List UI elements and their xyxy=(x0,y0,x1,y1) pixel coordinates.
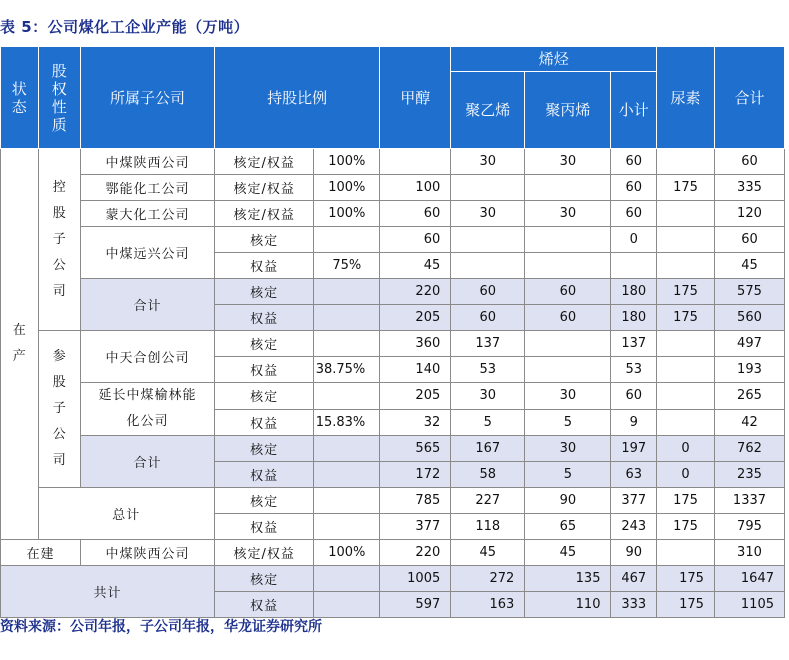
urea-cell xyxy=(657,409,715,436)
basis-cell: 核定/权益 xyxy=(214,201,313,227)
basis-cell: 权益 xyxy=(214,409,313,436)
company-cell: 鄂能化工公司 xyxy=(81,175,215,201)
subtotal-cell: 197 xyxy=(611,436,657,462)
controlled-subtotal-label: 合计 xyxy=(81,279,215,331)
overall-total-label: 共计 xyxy=(1,566,215,618)
basis-cell: 核定 xyxy=(214,488,313,514)
total-cell: 762 xyxy=(714,436,784,462)
subtotal-cell xyxy=(611,253,657,279)
methanol-cell: 1005 xyxy=(380,566,451,592)
total-cell: 575 xyxy=(714,279,784,305)
header-total: 合计 xyxy=(714,47,784,149)
methanol-cell: 45 xyxy=(380,253,451,279)
company-cell: 中煤陕西公司 xyxy=(81,540,215,566)
pp-cell xyxy=(525,253,611,279)
pct-cell xyxy=(314,331,380,357)
pe-cell: 60 xyxy=(451,279,525,305)
subtotal-cell: 9 xyxy=(611,409,657,436)
urea-cell: 175 xyxy=(657,488,715,514)
pp-cell xyxy=(525,175,611,201)
subtotal-cell: 63 xyxy=(611,462,657,488)
urea-cell: 175 xyxy=(657,305,715,331)
pe-cell: 58 xyxy=(451,462,525,488)
total-cell: 60 xyxy=(714,227,784,253)
urea-cell: 175 xyxy=(657,592,715,618)
pct-cell xyxy=(314,566,380,592)
urea-cell: 175 xyxy=(657,279,715,305)
company-line-1: 延长中煤榆林能 xyxy=(98,388,197,403)
methanol-cell: 205 xyxy=(380,305,451,331)
total-cell: 335 xyxy=(714,175,784,201)
pp-cell: 30 xyxy=(525,436,611,462)
pp-cell: 30 xyxy=(525,149,611,175)
pct-cell xyxy=(314,383,380,410)
pct-cell: 100% xyxy=(314,201,380,227)
subtotal-cell: 377 xyxy=(611,488,657,514)
header-polypropylene: 聚丙烯 xyxy=(525,72,611,149)
header-olefin: 烯烃 xyxy=(451,47,657,72)
basis-cell: 权益 xyxy=(214,357,313,383)
subtotal-cell: 467 xyxy=(611,566,657,592)
urea-cell xyxy=(657,383,715,410)
pe-cell: 30 xyxy=(451,201,525,227)
status-under-construction: 在建 xyxy=(1,540,81,566)
pe-cell: 5 xyxy=(451,409,525,436)
methanol-cell: 172 xyxy=(380,462,451,488)
pp-cell: 60 xyxy=(525,279,611,305)
urea-cell xyxy=(657,149,715,175)
subtotal-cell: 243 xyxy=(611,514,657,540)
urea-cell: 0 xyxy=(657,462,715,488)
pp-cell xyxy=(525,331,611,357)
basis-cell: 权益 xyxy=(214,592,313,618)
table-row xyxy=(1,488,785,514)
pp-cell: 90 xyxy=(525,488,611,514)
pp-cell xyxy=(525,357,611,383)
methanol-cell: 205 xyxy=(380,383,451,410)
basis-cell: 核定 xyxy=(214,227,313,253)
table-row xyxy=(1,383,785,410)
subtotal-cell: 137 xyxy=(611,331,657,357)
pct-cell: 15.83% xyxy=(314,409,380,436)
total-cell: 235 xyxy=(714,462,784,488)
source-note: 资料来源：公司年报，子公司年报，华龙证券研究所 xyxy=(0,619,322,635)
pe-cell: 118 xyxy=(451,514,525,540)
table-row xyxy=(1,149,785,175)
basis-cell: 核定 xyxy=(214,279,313,305)
total-cell: 560 xyxy=(714,305,784,331)
nature-participated: 参 股 子 公 司 xyxy=(38,331,81,488)
basis-cell: 权益 xyxy=(214,462,313,488)
pp-cell: 30 xyxy=(525,201,611,227)
table-title: 表 5：公司煤化工企业产能（万吨） xyxy=(0,18,250,36)
subtotal-cell: 60 xyxy=(611,175,657,201)
methanol-cell: 597 xyxy=(380,592,451,618)
methanol-cell: 360 xyxy=(380,331,451,357)
status-in-production: 在 产 xyxy=(1,149,39,540)
company-cell: 蒙大化工公司 xyxy=(81,201,215,227)
capacity-table xyxy=(0,46,785,618)
table-row xyxy=(1,566,785,592)
methanol-cell: 100 xyxy=(380,175,451,201)
pct-cell xyxy=(314,279,380,305)
pp-cell: 65 xyxy=(525,514,611,540)
methanol-cell xyxy=(380,149,451,175)
basis-cell: 核定/权益 xyxy=(214,175,313,201)
grand-total-label: 总计 xyxy=(38,488,214,540)
pe-cell: 272 xyxy=(451,566,525,592)
subtotal-cell: 333 xyxy=(611,592,657,618)
pe-cell: 53 xyxy=(451,357,525,383)
total-cell: 497 xyxy=(714,331,784,357)
pct-cell: 100% xyxy=(314,175,380,201)
header-urea: 尿素 xyxy=(657,47,715,149)
participated-subtotal-label: 合计 xyxy=(81,436,215,488)
total-cell: 45 xyxy=(714,253,784,279)
total-cell: 1105 xyxy=(714,592,784,618)
urea-cell: 175 xyxy=(657,514,715,540)
table-row xyxy=(1,201,785,227)
pp-cell: 110 xyxy=(525,592,611,618)
table-row xyxy=(1,227,785,253)
urea-cell xyxy=(657,253,715,279)
total-cell: 1337 xyxy=(714,488,784,514)
pp-cell: 30 xyxy=(525,383,611,410)
pp-cell: 60 xyxy=(525,305,611,331)
table-row xyxy=(1,175,785,201)
pct-cell xyxy=(314,305,380,331)
header-polyethylene: 聚乙烯 xyxy=(451,72,525,149)
pe-cell: 167 xyxy=(451,436,525,462)
company-cell: 中煤陕西公司 xyxy=(81,149,215,175)
pe-cell: 163 xyxy=(451,592,525,618)
pe-cell xyxy=(451,175,525,201)
pe-cell: 60 xyxy=(451,305,525,331)
header-equity-nature: 股 权 性 质 xyxy=(38,47,81,149)
pe-cell: 137 xyxy=(451,331,525,357)
subtotal-cell: 60 xyxy=(611,383,657,410)
header-status: 状 态 xyxy=(1,47,39,149)
basis-cell: 核定 xyxy=(214,566,313,592)
pp-cell: 135 xyxy=(525,566,611,592)
methanol-cell: 377 xyxy=(380,514,451,540)
methanol-cell: 140 xyxy=(380,357,451,383)
header-methanol: 甲醇 xyxy=(380,47,451,149)
pe-cell: 227 xyxy=(451,488,525,514)
company-cell xyxy=(81,383,215,436)
subtotal-cell: 180 xyxy=(611,305,657,331)
pct-cell xyxy=(314,514,380,540)
company-cell: 中天合创公司 xyxy=(81,331,215,383)
header-subsidiary: 所属子公司 xyxy=(81,47,215,149)
total-cell: 265 xyxy=(714,383,784,410)
pct-cell: 75% xyxy=(314,253,380,279)
basis-cell: 权益 xyxy=(214,305,313,331)
pe-cell xyxy=(451,227,525,253)
pp-cell: 45 xyxy=(525,540,611,566)
methanol-cell: 220 xyxy=(380,540,451,566)
table-row xyxy=(1,331,785,357)
pct-cell xyxy=(314,436,380,462)
methanol-cell: 565 xyxy=(380,436,451,462)
pp-cell: 5 xyxy=(525,409,611,436)
subtotal-cell: 180 xyxy=(611,279,657,305)
company-cell: 中煤远兴公司 xyxy=(81,227,215,279)
subtotal-cell: 60 xyxy=(611,149,657,175)
pct-cell: 100% xyxy=(314,540,380,566)
urea-cell: 175 xyxy=(657,566,715,592)
total-cell: 795 xyxy=(714,514,784,540)
table-row xyxy=(1,436,785,462)
methanol-cell: 220 xyxy=(380,279,451,305)
pe-cell: 45 xyxy=(451,540,525,566)
pe-cell: 30 xyxy=(451,149,525,175)
urea-cell xyxy=(657,331,715,357)
total-cell: 60 xyxy=(714,149,784,175)
urea-cell xyxy=(657,357,715,383)
total-cell: 193 xyxy=(714,357,784,383)
basis-cell: 核定 xyxy=(214,436,313,462)
total-cell: 120 xyxy=(714,201,784,227)
total-cell: 42 xyxy=(714,409,784,436)
header-olefin-subtotal: 小计 xyxy=(611,72,657,149)
subtotal-cell: 53 xyxy=(611,357,657,383)
urea-cell: 175 xyxy=(657,175,715,201)
pe-cell: 30 xyxy=(451,383,525,410)
basis-cell: 权益 xyxy=(214,253,313,279)
total-cell: 1647 xyxy=(714,566,784,592)
pe-cell xyxy=(451,253,525,279)
basis-cell: 核定 xyxy=(214,383,313,410)
methanol-cell: 60 xyxy=(380,227,451,253)
methanol-cell: 60 xyxy=(380,201,451,227)
basis-cell: 核定 xyxy=(214,331,313,357)
urea-cell: 0 xyxy=(657,436,715,462)
basis-cell: 核定/权益 xyxy=(214,540,313,566)
pp-cell xyxy=(525,227,611,253)
pct-cell xyxy=(314,592,380,618)
pct-cell: 100% xyxy=(314,149,380,175)
pp-cell: 5 xyxy=(525,462,611,488)
urea-cell xyxy=(657,201,715,227)
subtotal-cell: 0 xyxy=(611,227,657,253)
nature-controlled: 控 股 子 公 司 xyxy=(38,149,81,331)
pct-cell xyxy=(314,462,380,488)
table-row xyxy=(1,279,785,305)
pct-cell: 38.75% xyxy=(314,357,380,383)
basis-cell: 核定/权益 xyxy=(214,149,313,175)
header-holding: 持股比例 xyxy=(214,47,379,149)
methanol-cell: 785 xyxy=(380,488,451,514)
pct-cell xyxy=(314,227,380,253)
subtotal-cell: 90 xyxy=(611,540,657,566)
methanol-cell: 32 xyxy=(380,409,451,436)
total-cell: 310 xyxy=(714,540,784,566)
table-row xyxy=(1,540,785,566)
urea-cell xyxy=(657,227,715,253)
header-row-1 xyxy=(1,47,785,72)
urea-cell xyxy=(657,540,715,566)
company-line-2: 化公司 xyxy=(126,414,169,429)
subtotal-cell: 60 xyxy=(611,201,657,227)
pct-cell xyxy=(314,488,380,514)
basis-cell: 权益 xyxy=(214,514,313,540)
